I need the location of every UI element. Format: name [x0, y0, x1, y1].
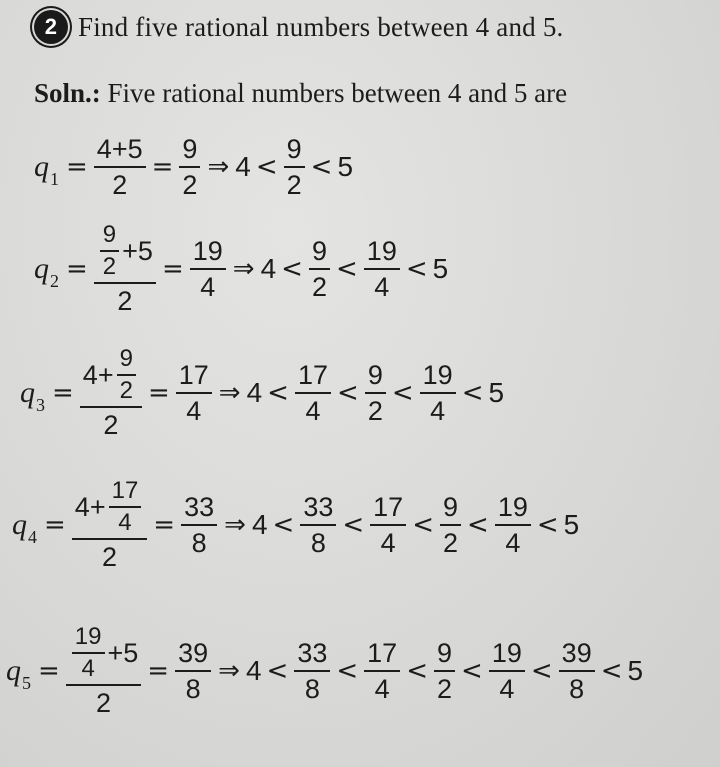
fraction: $\frac{9}{2}$ — [284, 134, 305, 200]
compound-fraction: 4+ $\frac{17}{4}$ 2 — [72, 478, 148, 572]
equation-q1: q $_1$ = $\frac{4+5}{2}$ = $\frac{9}{2}$ ⇒ 4 < $\frac{9}{2}$ < 5 — [34, 134, 354, 200]
fraction: $\frac{9}{2}$ — [365, 360, 386, 426]
badge-number: 2 — [44, 14, 58, 39]
solution-intro — [34, 78, 567, 109]
equation-q3: q $_3$ = 4+ $\frac{9}{2}$ 2 = $\frac{17}{4}$ ⇒ 4 < $\frac{17}{4}$ < $\frac{9}{2}$ < $\frac{19}{4}$ < 5 — [20, 345, 505, 440]
fraction: $\frac{9}{2}$ — [434, 638, 455, 704]
fraction: $\frac{39}{8}$ — [559, 638, 595, 704]
fraction: $\frac{19}{4}$ — [495, 492, 531, 558]
question-number-badge — [34, 10, 68, 44]
fraction: $\frac{17}{4}$ — [370, 492, 406, 558]
var-q3: q $_3$ — [20, 376, 45, 415]
solution-text: Five rational numbers between 4 and 5 are — [107, 78, 568, 108]
fraction: $\frac{33}{8}$ — [300, 492, 336, 558]
fraction: $\frac{17}{4}$ — [295, 360, 331, 426]
fraction: $\frac{19}{4}$ — [489, 638, 525, 704]
fraction: $\frac{33}{8}$ — [294, 638, 330, 704]
equation-q5: q $_5$ = $\frac{19}{4}$ +5 2 = $\frac{39}{8}$ ⇒ 4 < $\frac{33}{8}$ < $\frac{17}{4}$ < $\frac{9}{2}$ < $\frac{19}{4}$ < $\frac{39}{8}$ < 5 — [6, 623, 644, 718]
fraction: $\frac{39}{8}$ — [175, 638, 211, 704]
fraction: $\frac{33}{8}$ — [181, 492, 217, 558]
var-q5: q $_5$ — [6, 654, 31, 693]
fraction: $\frac{9}{2}$ — [309, 236, 330, 302]
var-q2: q $_2$ — [34, 252, 59, 291]
solution-label: Soln.: — [34, 78, 101, 108]
fraction: $\frac{17}{4}$ — [364, 638, 400, 704]
fraction: $\frac{9}{2}$ — [440, 492, 461, 558]
var-q4: q $_4$ — [12, 508, 37, 547]
equation-q4: q $_4$ = 4+ $\frac{17}{4}$ 2 = $\frac{33}{8}$ ⇒ 4 < $\frac{33}{8}$ < $\frac{17}{4}$ < $\frac{9}{2}$ < $\frac{19}{4}$ < 5 — [12, 477, 580, 572]
fraction: $\frac{17}{4}$ — [176, 360, 212, 426]
compound-fraction: 4+ $\frac{9}{2}$ 2 — [80, 346, 142, 440]
question-text: Find five rational numbers between 4 and 5. — [78, 11, 564, 42]
compound-fraction: $\frac{19}{4}$ +5 2 — [66, 624, 142, 718]
fraction: $\frac{19}{4}$ — [364, 236, 400, 302]
var-q1: q $_1$ — [34, 150, 59, 189]
fraction: $\frac{19}{4}$ — [190, 236, 226, 302]
question-line — [34, 10, 563, 44]
fraction: $\frac{9}{2}$ — [179, 134, 200, 200]
equation-q2: q $_2$ = $\frac{9}{2}$ +5 2 = $\frac{19}{4}$ ⇒ 4 < $\frac{9}{2}$ < $\frac{19}{4}$ < 5 — [34, 221, 449, 316]
fraction: $\frac{4+5}{2}$ — [94, 134, 146, 200]
compound-fraction: $\frac{9}{2}$ +5 2 — [94, 222, 156, 316]
fraction: $\frac{19}{4}$ — [420, 360, 456, 426]
